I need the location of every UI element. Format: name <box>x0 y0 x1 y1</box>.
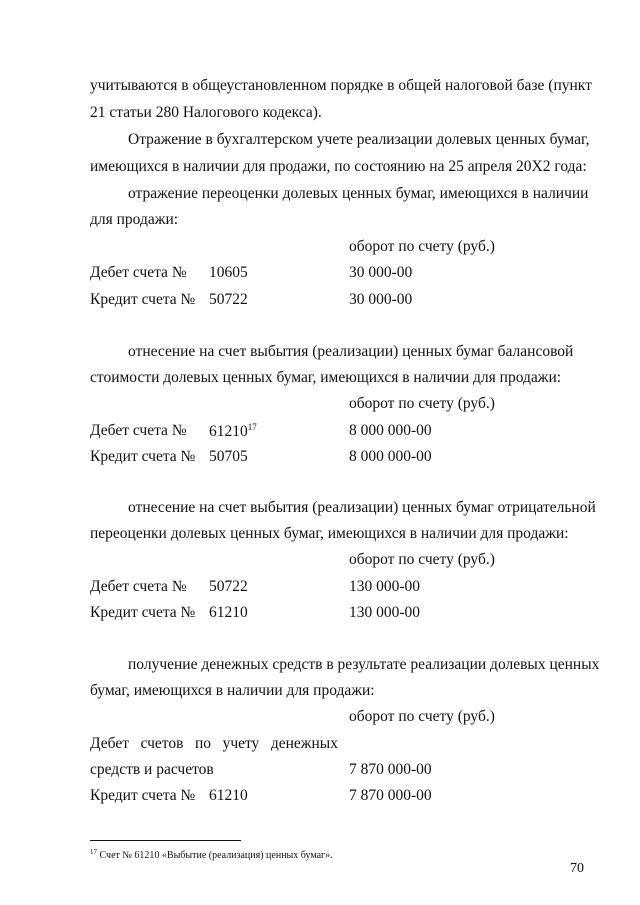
section-2-debit-amount: 8 000 000-00 <box>349 422 432 439</box>
section-3-turnover-header: оборот по счету (руб.) <box>349 551 495 568</box>
section-4-credit-amount: 7 870 000-00 <box>349 787 432 804</box>
section-3-credit-amount: 130 000-00 <box>349 604 421 621</box>
debit-word: Дебет <box>90 735 129 752</box>
section-3-text-line-1: отнесение на счет выбытия (реализации) ценных бумаг отрицательной <box>128 499 596 516</box>
intro-line-2: 21 статьи 280 Налогового кодекса). <box>90 104 322 121</box>
footnote-mark: 17 <box>90 848 97 856</box>
footnote-separator <box>90 840 241 841</box>
section-2-credit-account: 50705 <box>209 448 248 465</box>
debit-word: счетов <box>140 735 184 752</box>
section-1-debit-account: 10605 <box>209 264 248 281</box>
page-number: 70 <box>570 861 584 876</box>
section-1-debit-label: Дебет счета № <box>90 264 187 281</box>
section-3-debit-amount: 130 000-00 <box>349 578 421 595</box>
section-1-text-line-2: для продажи: <box>90 211 179 228</box>
section-2-debit-account: 61210$^{17}$ <box>209 422 257 440</box>
section-4-credit-label: Кредит счета № <box>90 787 196 804</box>
section-3-credit-account: 61210 <box>209 604 248 621</box>
debit-word: по <box>194 735 212 752</box>
section-2-debit-label: Дебет счета № <box>90 422 187 439</box>
section-2-turnover-header: оборот по счету (руб.) <box>349 395 495 412</box>
debit-word: денежных <box>270 735 338 752</box>
footnote-text: Счет № 61210 «Выбытие (реализация) ценных бумаг». <box>99 850 333 861</box>
section-4-debit-label-line-2: средств и расчетов <box>90 761 214 778</box>
section-1-credit-amount: 30 000-00 <box>349 291 413 308</box>
section-3-text-line-2: переоценки долевых ценных бумаг, имеющихся в наличии для продажи: <box>90 525 569 542</box>
section-1-credit-account: 50722 <box>209 291 248 308</box>
footnote-ref-17: 17 <box>247 422 257 432</box>
section-3-credit-label: Кредит счета № <box>90 604 196 621</box>
section-1-text-line-1: отражение переоценки долевых ценных бумаг, имеющихся в наличии <box>128 185 589 202</box>
section-2-credit-label: Кредит счета № <box>90 448 196 465</box>
section-2-text-line-1: отнесение на счет выбытия (реализации) ценных бумаг балансовой <box>128 343 574 360</box>
section-3-debit-label: Дебет счета № <box>90 578 187 595</box>
section-3-debit-account: 50722 <box>209 578 248 595</box>
section-4-credit-account: 61210 <box>209 787 248 804</box>
footnote <box>90 848 333 861</box>
section-4-debit-label-line-1 <box>90 736 338 752</box>
section-4-turnover-header: оборот по счету (руб.) <box>349 708 495 725</box>
section-4-debit-amount: 7 870 000-00 <box>349 761 432 778</box>
section-2-credit-amount: 8 000 000-00 <box>349 448 432 465</box>
intro-line-1: учитываются в общеустановленном порядке в общей налоговой базе (пункт <box>90 77 592 94</box>
debit-word: учету <box>222 735 260 752</box>
section-4-text-line-2: бумаг, имеющихся в наличии для продажи: <box>90 682 375 699</box>
section-1-credit-label: Кредит счета № <box>90 291 196 308</box>
section-1-debit-amount: 30 000-00 <box>349 264 413 281</box>
heading-line-2: имеющихся в наличии для продажи, по состоянию на 25 апреля 20X2 года: <box>90 158 587 175</box>
section-4-text-line-1: получение денежных средств в результате реализации долевых ценных <box>128 656 600 673</box>
section-1-turnover-header: оборот по счету (руб.) <box>349 238 495 255</box>
section-2-text-line-2: стоимости долевых ценных бумаг, имеющихся в наличии для продажи: <box>90 369 562 386</box>
heading-line-1: Отражение в бухгалтерском учете реализации долевых ценных бумаг, <box>128 131 590 148</box>
